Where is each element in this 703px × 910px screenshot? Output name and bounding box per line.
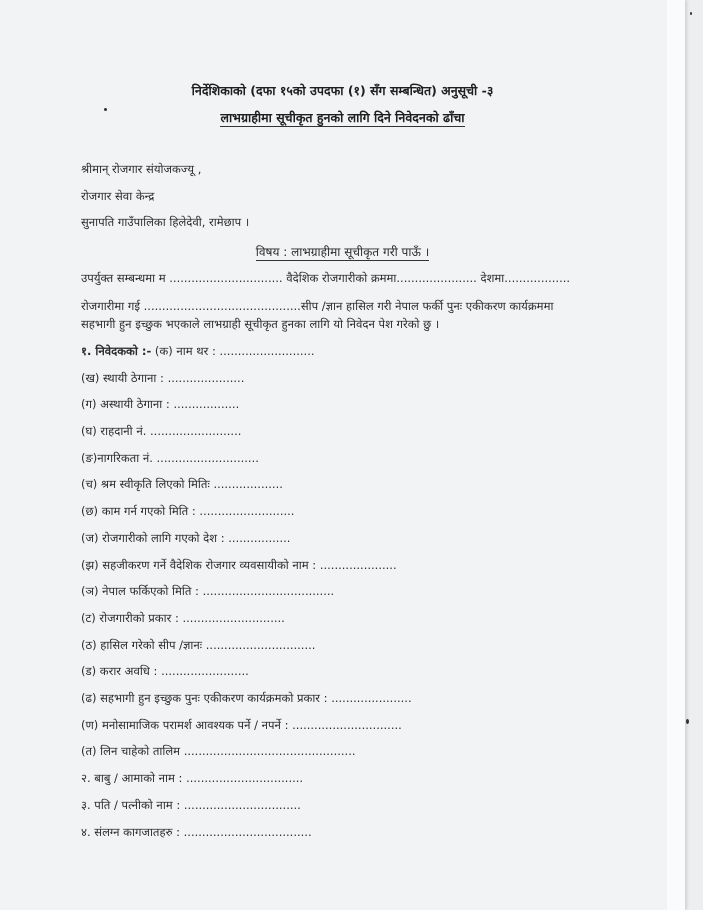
- field-attached-documents: ४. संलग्न कागजातहरु : ...................................: [81, 825, 312, 839]
- document-subtitle: लाभग्राहीमा सूचीकृत हुनको लागि दिने निवेदनको ढाँचा: [220, 110, 465, 125]
- document-title: निर्देशिकाको (दफा १५को उपदफा (१) सँग सम्बन्धित) अनुसूची -३: [191, 83, 494, 98]
- body-paragraph-2a: रोजगारीमा गई ...........................................सीप /ज्ञान हासिल गरी नेपाल फर्की पुनः एकीकरण कार्यक्रममा: [81, 299, 554, 313]
- field-spouse-name: ३. पति / पत्नीको नाम : ................................: [81, 798, 301, 812]
- field-citizenship-number: (ङ)नागरिकता नं. ............................: [81, 451, 259, 465]
- field-contract-period: (ड) करार अवधि : ........................: [81, 664, 249, 678]
- subject-wrap: [0, 244, 685, 260]
- speck-mark: [690, 12, 692, 15]
- field-desired-training: (त) लिन चाहेको तालिम ...............................................: [81, 744, 356, 758]
- body-paragraph-2b: सहभागी हुन इच्छुक भएकाले लाभग्राही सूचीकृत हुनका लागि यो निवेदन पेश गरेको छु ।: [81, 317, 440, 331]
- field-skills-acquired: (ठ) हासिल गरेको सीप /ज्ञानः ..............................: [81, 638, 316, 652]
- body-paragraph-1: उपर्युक्त सम्बन्धमा म ............................... वैदेशिक रोजगारीको क्रममा...................... देशमा..................: [81, 271, 571, 285]
- document-subtitle-wrap: [0, 110, 685, 126]
- subject-line: विषय : लाभग्राहीमा सूचीकृत गरी पाऊँ ।: [255, 245, 430, 259]
- page-edge: [667, 0, 685, 910]
- field-counseling-need: (ण) मनोसामाजिक परामर्श आवश्यक पर्ने / नपर्ने : ..............................: [81, 718, 402, 732]
- section-1-heading: १. निवेदकको :-: [81, 344, 152, 358]
- field-program-type: (ढ) सहभागी हुन इच्छुक पुनः एकीकरण कार्यक्रमको प्रकार : ......................: [81, 691, 412, 705]
- speck-mark: [686, 719, 689, 724]
- field-passport-number: (घ) राहदानी नं. .........................: [81, 424, 242, 438]
- field-agency-name: (झ) सहजीकरण गर्ने वैदेशिक रोजगार व्यवसायीको नाम : .....................: [81, 558, 397, 572]
- field-departure-date: (छ) काम गर्न गएको मिति : ..........................: [81, 504, 295, 518]
- section-1-row: [81, 343, 315, 359]
- field-return-date: (ञ) नेपाल फर्किएको मिति : ....................................: [81, 584, 335, 598]
- field-employment-country: (ज) रोजगारीको लागि गएको देश : .................: [81, 531, 291, 545]
- address-line-3: सुनापति गाउँपालिका हिलेदेवी, रामेछाप ।: [81, 215, 250, 229]
- address-line-1: श्रीमान् रोजगार संयोजकज्यू ,: [81, 162, 202, 176]
- field-labor-permit-date: (च) श्रम स्वीकृति लिएको मितिः ...................: [81, 477, 283, 491]
- field-employment-type: (ट) रोजगारीको प्रकार : ............................: [81, 611, 285, 625]
- field-parent-name: २. बाबु / आमाको नाम : ................................: [81, 771, 304, 785]
- field-permanent-address: (ख) स्थायी ठेगाना : .....................: [81, 371, 245, 385]
- field-name: (क) नाम थर : ..........................: [154, 344, 315, 358]
- field-temporary-address: (ग) अस्थायी ठेगाना : ..................: [81, 397, 240, 411]
- address-line-2: रोजगार सेवा केन्द्र: [81, 189, 155, 203]
